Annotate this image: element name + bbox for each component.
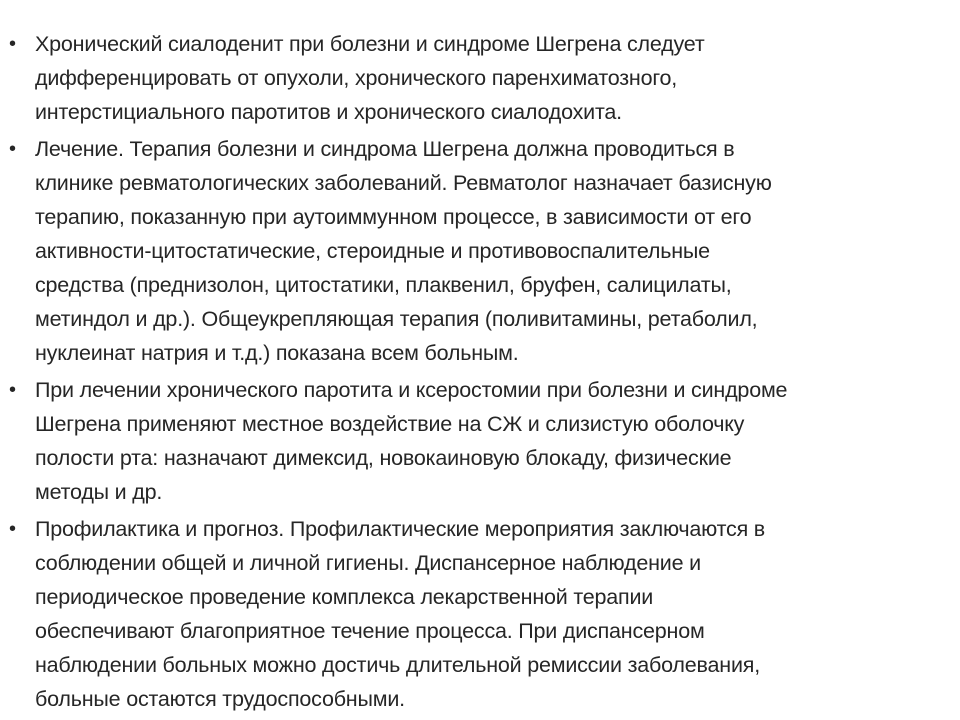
text-line: больные остаются трудоспособными. [35,687,405,711]
text-line: При лечении хронического паротита и ксеростомии при болезни и синдроме [35,378,788,402]
text-line: периодическое проведение комплекса лекарственной терапии [35,585,654,609]
text-line: средства (преднизолон, цитостатики, плаквенил, бруфен, салицилаты, [35,273,732,297]
bullet-item-differential-diagnosis [9,27,939,129]
text-line: нуклеинат натрия и т.д.) показана всем больным. [35,341,519,365]
text-line: Лечение. Терапия болезни и синдрома Шегрена должна проводиться в [35,137,735,161]
text-line: Профилактика и прогноз. Профилактические мероприятия заключаются в [35,517,766,541]
text-line: соблюдении общей и личной гигиены. Диспансерное наблюдение и [35,551,701,575]
bullet-text [35,132,939,370]
bullet-marker-icon: • [9,518,17,540]
bullet-text [35,373,939,509]
text-line: интерстициального паротитов и хронического сиалодохита. [35,100,622,124]
text-line: методы и др. [35,480,163,504]
text-line: активности-цитостатические, стероидные и противовоспалительные [35,239,710,263]
bullet-marker-icon: • [9,33,17,55]
text-line: Хронический сиалоденит при болезни и синдроме Шегрена следует [35,32,705,56]
bullet-item-treatment [9,132,939,370]
bullet-text [35,512,939,716]
bullet-item-prevention-prognosis [9,512,939,716]
text-line: полости рта: назначают димексид, новокаиновую блокаду, физические [35,446,732,470]
bullet-marker-icon: • [9,379,17,401]
text-line: Шегрена применяют местное воздействие на СЖ и слизистую оболочку [35,412,745,436]
bullet-item-local-treatment [9,373,939,509]
text-line: метиндол и др.). Общеукрепляющая терапия (поливитамины, ретаболил, [35,307,758,331]
bullet-marker-icon: • [9,138,17,160]
text-line: наблюдении больных можно достичь длительной ремиссии заболевания, [35,653,760,677]
text-line: обеспечивают благоприятное течение процесса. При диспансерном [35,619,705,643]
text-line: дифференцировать от опухоли, хронического паренхиматозного, [35,66,678,90]
text-line: клинике ревматологических заболеваний. Ревматолог назначает базисную [35,171,772,195]
bullet-text [35,27,939,129]
text-line: терапию, показанную при аутоиммунном процессе, в зависимости от его [35,205,752,229]
bullet-list [9,27,939,719]
